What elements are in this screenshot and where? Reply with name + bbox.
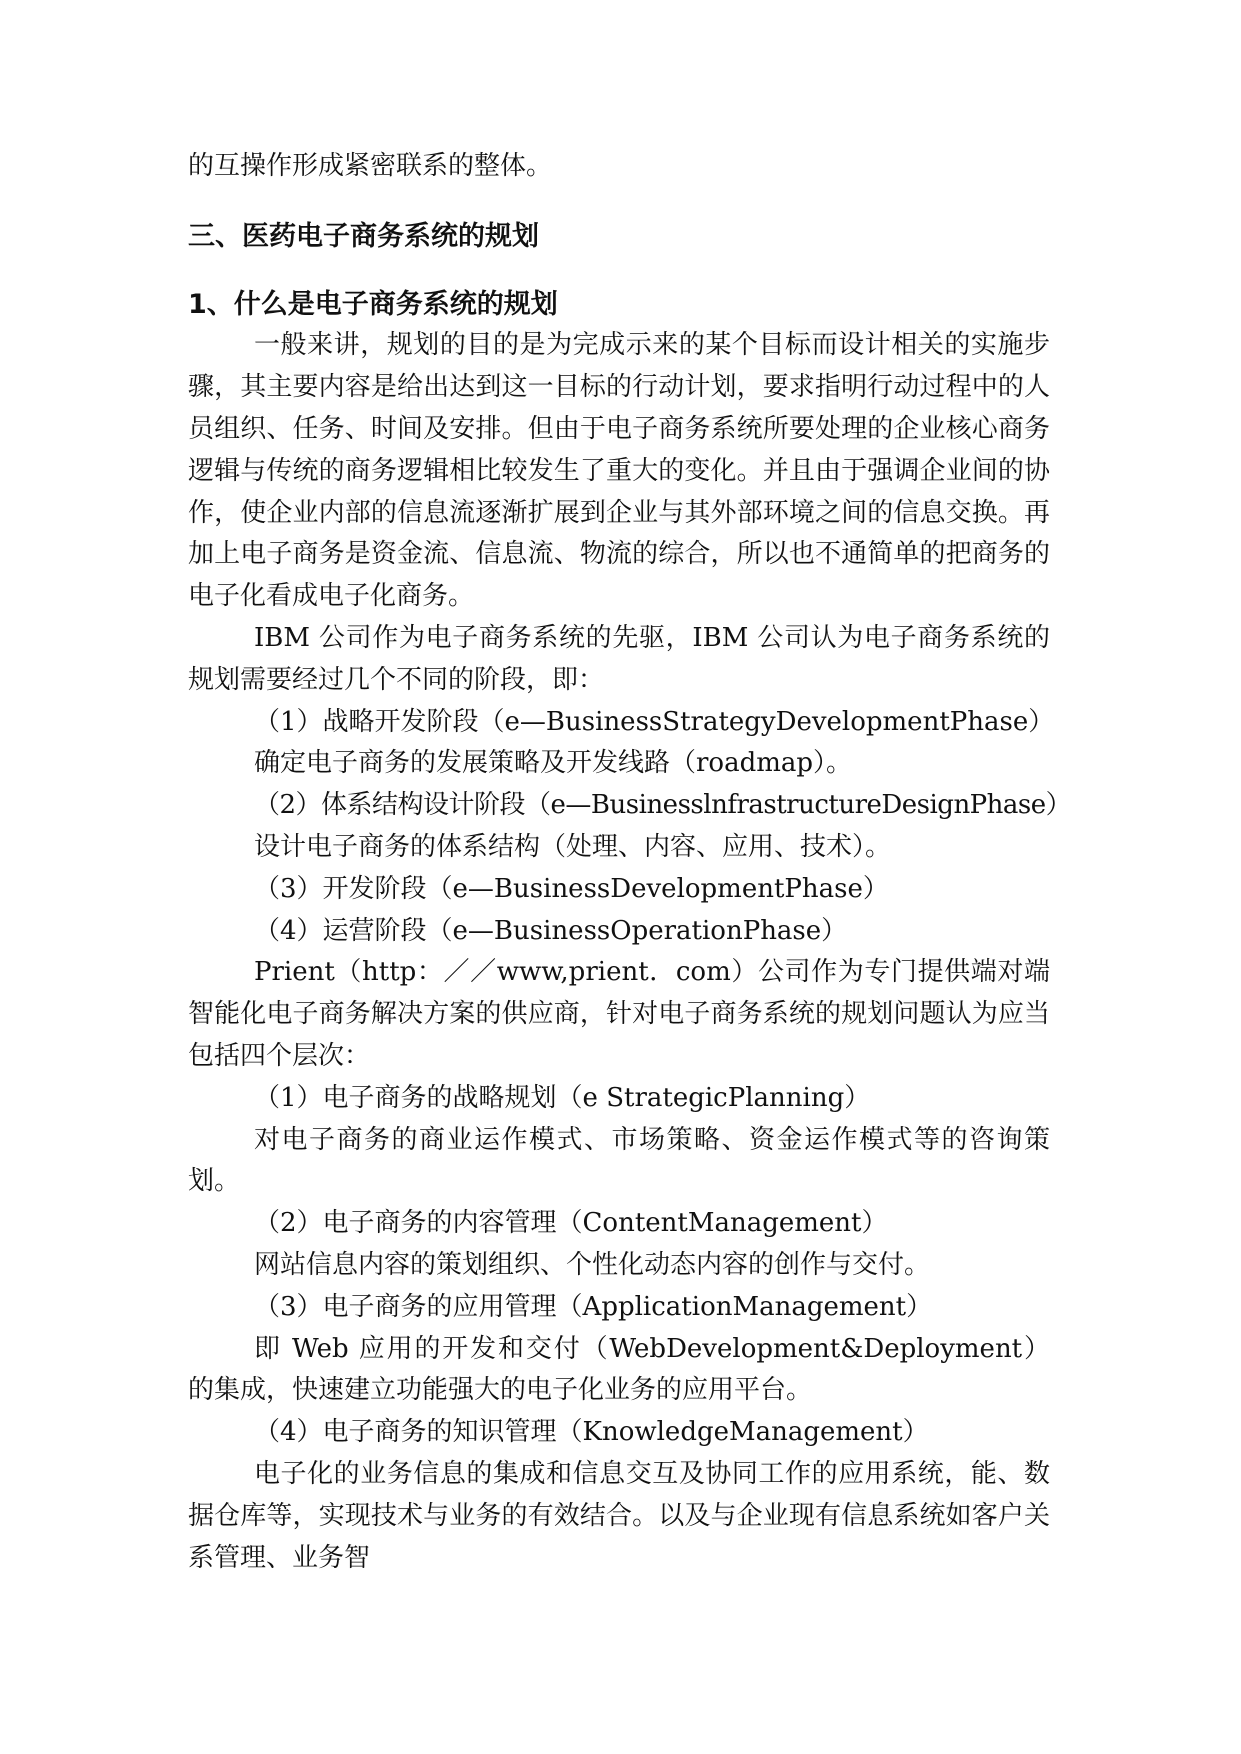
section-heading: 三、医药电子商务系统的规划 <box>188 220 539 252</box>
continuation-paragraph: 的互操作形成紧密联系的整体。 <box>188 151 553 181</box>
paragraph-prient: Prient（http：／／www,prient．com）公司作为专门提供端对端智能化电子商务解决方案的供应商，针对电子商务系统的规划问题认为应当包括四个层次： <box>188 957 1050 1071</box>
prient-level-item: （3）电子商务的应用管理（ApplicationManagement） <box>254 1291 933 1322</box>
prient-level-desc: 电子化的业务信息的集成和信息交互及协同工作的应用系统，能、数据仓库等，实现技术与业务的有效结合。以及与企业现有信息系统如客户关系管理、业务智 <box>188 1458 1050 1573</box>
prient-level-item: （4）电子商务的知识管理（KnowledgeManagement） <box>254 1417 929 1448</box>
page-content <box>188 146 1072 1579</box>
ibm-phase-item: （2）体系结构设计阶段（e—BusinesslnfrastructureDesignPhase） <box>254 790 1072 821</box>
prient-level-desc: 对电子商务的商业运作模式、市场策略、资金运作模式等的咨询策划。 <box>188 1124 1050 1197</box>
ibm-phase-item: （1）战略开发阶段（e—BusinessStrategyDevelopmentPhase） <box>254 706 1055 737</box>
ibm-phase-desc: 确定电子商务的发展策略及开发线路（roadmap）。 <box>254 748 853 779</box>
prient-level-desc: 即 Web 应用的开发和交付（WebDevelopment&Deployment）的集成，快速建立功能强大的电子化业务的应用平台。 <box>188 1333 1050 1406</box>
prient-level-item: （2）电子商务的内容管理（ContentManagement） <box>254 1208 888 1239</box>
prient-level-desc: 网站信息内容的策划组织、个性化动态内容的创作与交付。 <box>254 1249 931 1280</box>
paragraph-ibm: IBM 公司作为电子商务系统的先驱，IBM 公司认为电子商务系统的规划需要经过几个不同的阶段，即： <box>188 622 1050 695</box>
paragraph-planning-intro: 一般来讲，规划的目的是为完成示来的某个目标而设计相关的实施步骤，其主要内容是给出达到这一目标的行动计划，要求指明行动过程中的人员组织、任务、时间及安排。但由于电子商务系统所要处理的企业核心商务逻辑与传统的商务逻辑相比较发生了重大的变化。并且由于强调企业间的协作，使企业内部的信息流逐渐扩展到企业与其外部环境之间的信息交换。再加上电子商务是资金流、信息流、物流的综合，所以也不通简单的把商务的电子化看成电子化商务。 <box>188 330 1050 612</box>
ibm-phase-item: （4）运营阶段（e—BusinessOperationPhase） <box>254 915 848 946</box>
subsection-heading: 1、什么是电子商务系统的规划 <box>188 288 558 320</box>
prient-level-item: （1）电子商务的战略规划（e StrategicPlanning） <box>254 1082 871 1113</box>
ibm-phase-item: （3）开发阶段（e—BusinessDevelopmentPhase） <box>254 873 889 904</box>
ibm-phase-desc: 设计电子商务的体系结构（处理、内容、应用、技术）。 <box>254 831 892 862</box>
